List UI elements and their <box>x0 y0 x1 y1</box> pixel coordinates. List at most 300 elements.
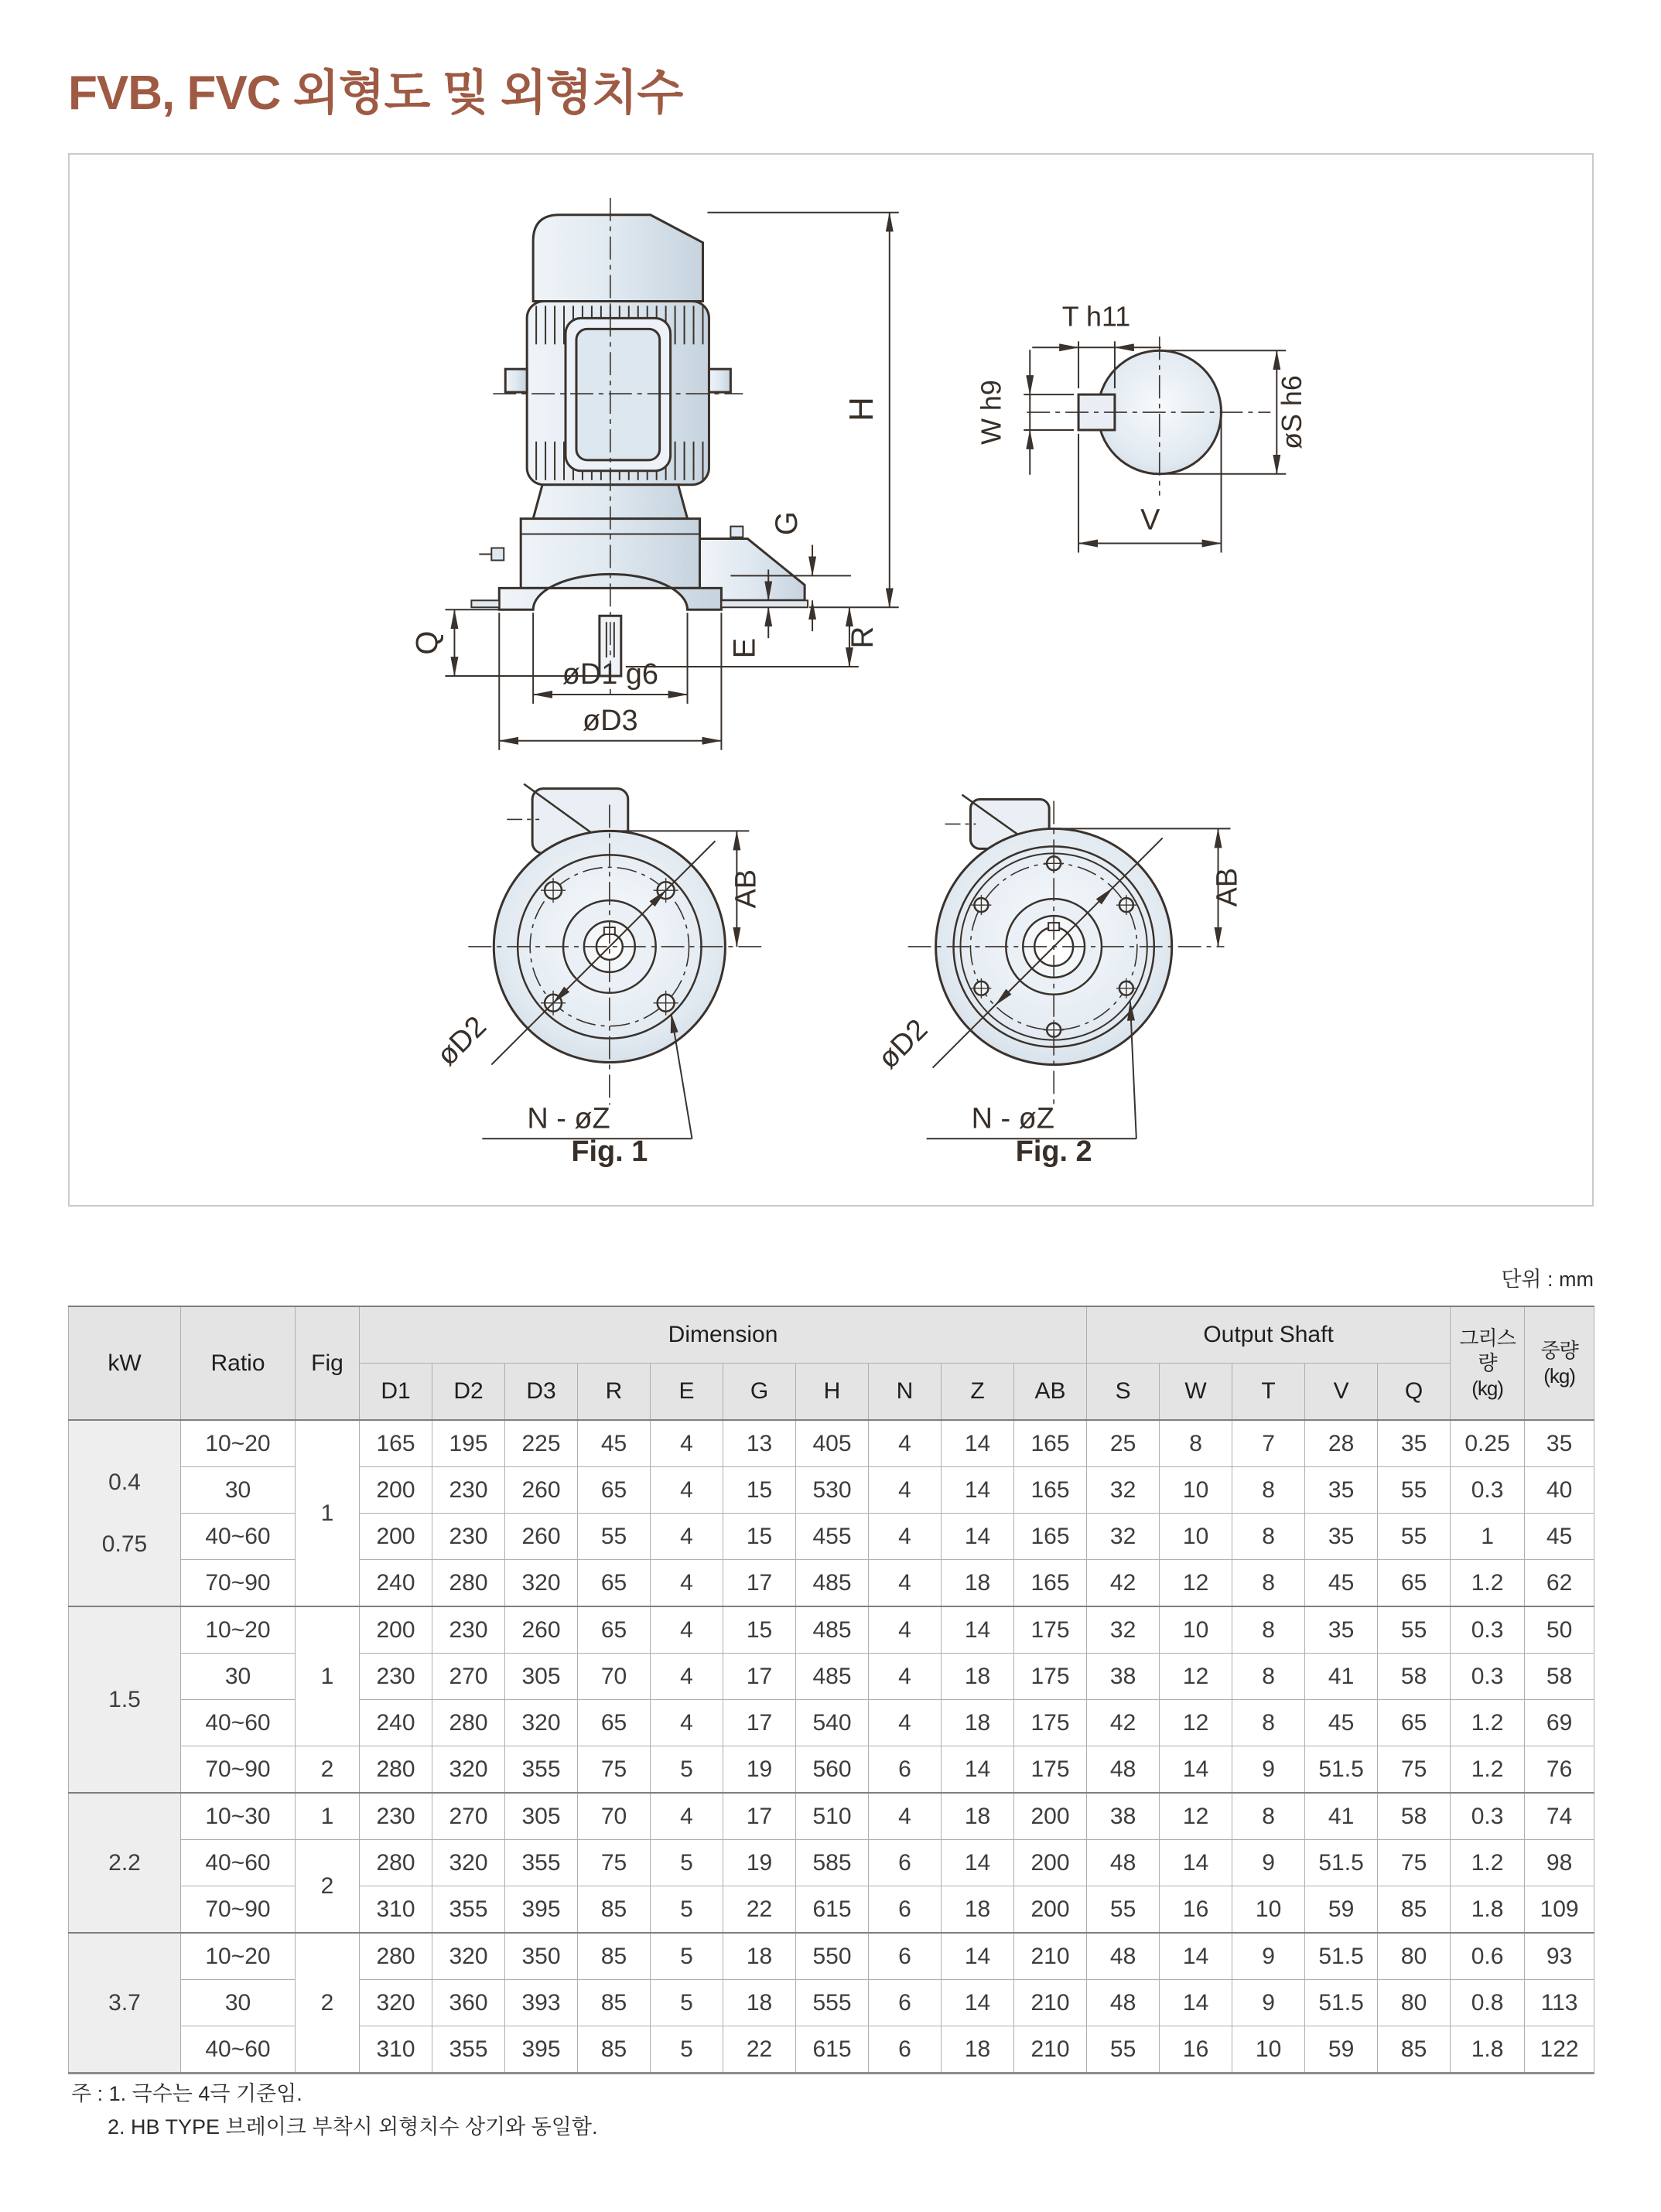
col-group-dimension: Dimension <box>360 1306 1087 1364</box>
dim-label-d1: øD1 g6 <box>562 657 658 691</box>
value-cell: 8 <box>1232 1700 1305 1746</box>
ratio-cell: 40~60 <box>181 2026 296 2074</box>
value-cell: 45 <box>1525 1514 1594 1560</box>
value-cell: 10 <box>1232 2026 1305 2074</box>
value-cell: 1.2 <box>1451 1840 1525 1886</box>
value-cell: 22 <box>723 1886 796 1934</box>
value-cell: 75 <box>578 1840 651 1886</box>
value-cell: 165 <box>1014 1514 1087 1560</box>
value-cell: 5 <box>651 1980 723 2026</box>
value-cell: 4 <box>651 1606 723 1654</box>
value-cell: 0.3 <box>1451 1467 1525 1514</box>
value-cell: 48 <box>1087 1746 1160 1794</box>
value-cell: 9 <box>1232 1933 1305 1980</box>
value-cell: 393 <box>505 1980 578 2026</box>
flange-lip-right <box>721 600 808 607</box>
dim-label-nz-fig1: N - øZ <box>527 1102 610 1135</box>
value-cell: 109 <box>1525 1886 1594 1934</box>
ratio-cell: 10~20 <box>181 1420 296 1467</box>
value-cell: 42 <box>1087 1700 1160 1746</box>
value-cell: 14 <box>1160 1746 1232 1794</box>
value-cell: 51.5 <box>1305 1980 1378 2026</box>
value-cell: 122 <box>1525 2026 1594 2074</box>
dim-label-q: Q <box>410 630 445 655</box>
value-cell: 4 <box>869 1514 942 1560</box>
value-cell: 17 <box>723 1654 796 1700</box>
value-cell: 1 <box>1451 1514 1525 1560</box>
value-cell: 8 <box>1232 1560 1305 1607</box>
value-cell: 4 <box>869 1654 942 1700</box>
shaft-section-drawing <box>976 301 1307 552</box>
value-cell: 6 <box>869 1980 942 2026</box>
dim-label-t: T h11 <box>1061 301 1131 333</box>
value-cell: 230 <box>432 1606 505 1654</box>
value-cell: 113 <box>1525 1980 1594 2026</box>
value-cell: 540 <box>796 1700 869 1746</box>
value-cell: 9 <box>1232 1980 1305 2026</box>
value-cell: 405 <box>796 1420 869 1467</box>
value-cell: 485 <box>796 1560 869 1607</box>
value-cell: 18 <box>942 1560 1014 1607</box>
value-cell: 355 <box>432 2026 505 2074</box>
table-row <box>69 1420 1594 1467</box>
value-cell: 59 <box>1305 1886 1378 1934</box>
col-subheader-d1: D1 <box>360 1364 432 1421</box>
value-cell: 195 <box>432 1420 505 1467</box>
value-cell: 14 <box>942 1514 1014 1560</box>
value-cell: 175 <box>1014 1700 1087 1746</box>
value-cell: 12 <box>1160 1793 1232 1840</box>
value-cell: 35 <box>1305 1606 1378 1654</box>
value-cell: 260 <box>505 1606 578 1654</box>
value-cell: 4 <box>869 1700 942 1746</box>
dim-label-ab-fig2: AB <box>1211 867 1244 907</box>
value-cell: 25 <box>1087 1420 1160 1467</box>
value-cell: 200 <box>1014 1886 1087 1934</box>
value-cell: 4 <box>651 1700 723 1746</box>
value-cell: 48 <box>1087 1980 1160 2026</box>
value-cell: 18 <box>723 1933 796 1980</box>
value-cell: 270 <box>432 1654 505 1700</box>
value-cell: 230 <box>360 1793 432 1840</box>
kw-cell <box>69 1420 181 1606</box>
header-label: 중량 <box>1540 1339 1578 1362</box>
value-cell: 8 <box>1232 1514 1305 1560</box>
value-cell: 50 <box>1525 1606 1594 1654</box>
value-cell: 55 <box>1087 2026 1160 2074</box>
dim-label-e: E <box>727 637 762 659</box>
col-subheader-g: G <box>723 1364 796 1421</box>
dimension-table <box>68 1306 1594 2074</box>
value-cell: 65 <box>578 1700 651 1746</box>
value-cell: 585 <box>796 1840 869 1886</box>
value-cell: 4 <box>869 1606 942 1654</box>
value-cell: 165 <box>1014 1560 1087 1607</box>
value-cell: 35 <box>1525 1420 1594 1467</box>
value-cell: 395 <box>505 1886 578 1934</box>
value-cell: 210 <box>1014 1980 1087 2026</box>
col-subheader-e: E <box>651 1364 723 1421</box>
value-cell: 0.3 <box>1451 1793 1525 1840</box>
value-cell: 560 <box>796 1746 869 1794</box>
value-cell: 14 <box>1160 1933 1232 1980</box>
value-cell: 38 <box>1087 1793 1160 1840</box>
value-cell: 76 <box>1525 1746 1594 1794</box>
col-subheader-r: R <box>578 1364 651 1421</box>
value-cell: 210 <box>1014 2026 1087 2074</box>
value-cell: 0.25 <box>1451 1420 1525 1467</box>
left-lug <box>505 369 527 392</box>
kw-cell <box>69 1933 181 2074</box>
value-cell: 0.3 <box>1451 1654 1525 1700</box>
value-cell: 615 <box>796 2026 869 2074</box>
value-cell: 5 <box>651 1840 723 1886</box>
value-cell: 32 <box>1087 1467 1160 1514</box>
dim-label-d2-fig1: øD2 <box>430 1009 494 1073</box>
value-cell: 65 <box>1378 1560 1451 1607</box>
value-cell: 230 <box>432 1514 505 1560</box>
col-header-fig: Fig <box>296 1306 360 1420</box>
value-cell: 18 <box>723 1980 796 2026</box>
value-cell: 4 <box>651 1793 723 1840</box>
value-cell: 55 <box>578 1514 651 1560</box>
value-cell: 5 <box>651 2026 723 2074</box>
value-cell: 200 <box>360 1606 432 1654</box>
ratio-cell: 40~60 <box>181 1700 296 1746</box>
value-cell: 4 <box>869 1793 942 1840</box>
value-cell: 355 <box>505 1746 578 1794</box>
dim-label-d2-fig2: øD2 <box>872 1012 935 1076</box>
value-cell: 280 <box>360 1746 432 1794</box>
value-cell: 6 <box>869 2026 942 2074</box>
value-cell: 59 <box>1305 2026 1378 2074</box>
col-header-weight <box>1525 1306 1594 1420</box>
dim-label-w: W h9 <box>976 380 1007 445</box>
value-cell: 615 <box>796 1886 869 1934</box>
unit-label: 단위 : mm <box>1501 1268 1594 1291</box>
value-cell: 510 <box>796 1793 869 1840</box>
value-cell: 6 <box>869 1746 942 1794</box>
motor-side-view-drawing <box>410 198 898 750</box>
value-cell: 58 <box>1378 1793 1451 1840</box>
value-cell: 225 <box>505 1420 578 1467</box>
value-cell: 32 <box>1087 1606 1160 1654</box>
ratio-cell: 30 <box>181 1654 296 1700</box>
value-cell: 51.5 <box>1305 1746 1378 1794</box>
value-cell: 55 <box>1378 1467 1451 1514</box>
col-subheader-d2: D2 <box>432 1364 505 1421</box>
value-cell: 165 <box>360 1420 432 1467</box>
value-cell: 62 <box>1525 1560 1594 1607</box>
value-cell: 48 <box>1087 1840 1160 1886</box>
value-cell: 41 <box>1305 1793 1378 1840</box>
value-cell: 530 <box>796 1467 869 1514</box>
value-cell: 0.3 <box>1451 1606 1525 1654</box>
value-cell: 7 <box>1232 1420 1305 1467</box>
value-cell: 22 <box>723 2026 796 2074</box>
ratio-cell: 30 <box>181 1980 296 2026</box>
value-cell: 45 <box>578 1420 651 1467</box>
footnote-1: 주 : 1. 극수는 4극 기준임. <box>71 2082 302 2105</box>
value-cell: 200 <box>1014 1793 1087 1840</box>
table-row <box>69 1606 1594 1654</box>
value-cell: 4 <box>651 1467 723 1514</box>
fig2-caption: Fig. 2 <box>1015 1135 1092 1169</box>
value-cell: 280 <box>432 1560 505 1607</box>
col-subheader-n: N <box>869 1364 942 1421</box>
value-cell: 355 <box>505 1840 578 1886</box>
value-cell: 14 <box>942 1420 1014 1467</box>
value-cell: 18 <box>942 2026 1014 2074</box>
value-cell: 98 <box>1525 1840 1594 1886</box>
value-cell: 51.5 <box>1305 1933 1378 1980</box>
value-cell: 280 <box>360 1933 432 1980</box>
value-cell: 58 <box>1378 1654 1451 1700</box>
value-cell: 260 <box>505 1467 578 1514</box>
value-cell: 485 <box>796 1606 869 1654</box>
value-cell: 85 <box>1378 2026 1451 2074</box>
value-cell: 200 <box>1014 1840 1087 1886</box>
dim-label-h: H <box>842 397 880 422</box>
value-cell: 9 <box>1232 1746 1305 1794</box>
value-cell: 74 <box>1525 1793 1594 1840</box>
value-cell: 8 <box>1232 1654 1305 1700</box>
col-subheader-w: W <box>1160 1364 1232 1421</box>
header-label: 그리스량 <box>1459 1326 1516 1375</box>
col-subheader-q: Q <box>1378 1364 1451 1421</box>
footnote-2: 2. HB TYPE 브레이크 부착시 외형치수 상기와 동일함. <box>108 2115 598 2139</box>
kw-value: 1.5 <box>108 1686 141 1712</box>
value-cell: 17 <box>723 1793 796 1840</box>
col-header-ratio: Ratio <box>181 1306 296 1420</box>
value-cell: 5 <box>651 1886 723 1934</box>
fig-cell: 2 <box>296 1933 360 2074</box>
value-cell: 85 <box>578 1980 651 2026</box>
value-cell: 19 <box>723 1840 796 1886</box>
table-row <box>69 1933 1594 1980</box>
value-cell: 93 <box>1525 1933 1594 1980</box>
value-cell: 55 <box>1378 1514 1451 1560</box>
value-cell: 41 <box>1305 1654 1378 1700</box>
value-cell: 4 <box>651 1560 723 1607</box>
value-cell: 350 <box>505 1933 578 1980</box>
value-cell: 240 <box>360 1700 432 1746</box>
value-cell: 38 <box>1087 1654 1160 1700</box>
value-cell: 4 <box>651 1514 723 1560</box>
header-unit: (kg) <box>1471 1376 1503 1400</box>
value-cell: 10 <box>1232 1886 1305 1934</box>
value-cell: 280 <box>360 1840 432 1886</box>
value-cell: 240 <box>360 1560 432 1607</box>
value-cell: 14 <box>942 1606 1014 1654</box>
value-cell: 200 <box>360 1514 432 1560</box>
value-cell: 165 <box>1014 1420 1087 1467</box>
value-cell: 280 <box>432 1700 505 1746</box>
value-cell: 230 <box>360 1654 432 1700</box>
value-cell: 65 <box>578 1467 651 1514</box>
value-cell: 4 <box>869 1420 942 1467</box>
ratio-cell: 10~20 <box>181 1933 296 1980</box>
right-lug <box>709 369 730 392</box>
value-cell: 85 <box>578 1933 651 1980</box>
dim-label-r: R <box>845 626 880 649</box>
value-cell: 485 <box>796 1654 869 1700</box>
value-cell: 14 <box>942 1933 1014 1980</box>
value-cell: 35 <box>1305 1467 1378 1514</box>
value-cell: 65 <box>578 1560 651 1607</box>
dim-label-g: G <box>770 511 805 536</box>
value-cell: 65 <box>1378 1700 1451 1746</box>
value-cell: 40 <box>1525 1467 1594 1514</box>
screw-left <box>491 548 504 561</box>
value-cell: 69 <box>1525 1700 1594 1746</box>
value-cell: 8 <box>1232 1606 1305 1654</box>
value-cell: 10 <box>1160 1467 1232 1514</box>
value-cell: 15 <box>723 1467 796 1514</box>
ratio-cell: 30 <box>181 1467 296 1514</box>
value-cell: 51.5 <box>1305 1840 1378 1886</box>
value-cell: 14 <box>942 1840 1014 1886</box>
value-cell: 550 <box>796 1933 869 1980</box>
value-cell: 1.8 <box>1451 2026 1525 2074</box>
footnotes <box>71 2077 597 2144</box>
value-cell: 10 <box>1160 1606 1232 1654</box>
value-cell: 8 <box>1232 1793 1305 1840</box>
page-title: FVB, FVC 외형도 및 외형치수 <box>68 66 683 120</box>
ratio-cell: 10~30 <box>181 1793 296 1840</box>
value-cell: 14 <box>942 1980 1014 2026</box>
value-cell: 75 <box>1378 1746 1451 1794</box>
value-cell: 75 <box>1378 1840 1451 1886</box>
value-cell: 320 <box>432 1840 505 1886</box>
dim-label-d3: øD3 <box>583 704 638 737</box>
value-cell: 230 <box>432 1467 505 1514</box>
kw-value: 2.2 <box>108 1849 141 1876</box>
value-cell: 4 <box>869 1467 942 1514</box>
kw-value: 3.7 <box>108 1989 141 2016</box>
value-cell: 35 <box>1305 1514 1378 1560</box>
value-cell: 16 <box>1160 1886 1232 1934</box>
kw-value: 0.75 <box>101 1531 148 1557</box>
value-cell: 58 <box>1525 1654 1594 1700</box>
screw-right <box>730 527 743 538</box>
fig-cell: 2 <box>296 1746 360 1794</box>
value-cell: 305 <box>505 1654 578 1700</box>
value-cell: 320 <box>432 1746 505 1794</box>
value-cell: 18 <box>942 1654 1014 1700</box>
value-cell: 175 <box>1014 1746 1087 1794</box>
value-cell: 0.8 <box>1451 1980 1525 2026</box>
dim-label-ab-fig1: AB <box>730 869 763 909</box>
value-cell: 310 <box>360 1886 432 1934</box>
value-cell: 85 <box>1378 1886 1451 1934</box>
value-cell: 260 <box>505 1514 578 1560</box>
value-cell: 455 <box>796 1514 869 1560</box>
fig1-caption: Fig. 1 <box>571 1135 648 1169</box>
value-cell: 200 <box>360 1467 432 1514</box>
value-cell: 165 <box>1014 1467 1087 1514</box>
value-cell: 45 <box>1305 1700 1378 1746</box>
col-subheader-v: V <box>1305 1364 1378 1421</box>
value-cell: 270 <box>432 1793 505 1840</box>
drawing-panel <box>68 153 1594 1207</box>
fig-cell: 1 <box>296 1793 360 1840</box>
fan-cover <box>533 215 702 302</box>
value-cell: 320 <box>360 1980 432 2026</box>
value-cell: 12 <box>1160 1654 1232 1700</box>
value-cell: 5 <box>651 1746 723 1794</box>
value-cell: 12 <box>1160 1700 1232 1746</box>
value-cell: 175 <box>1014 1606 1087 1654</box>
col-subheader-ab: AB <box>1014 1364 1087 1421</box>
value-cell: 4 <box>651 1654 723 1700</box>
value-cell: 320 <box>505 1560 578 1607</box>
value-cell: 18 <box>942 1700 1014 1746</box>
kw-cell <box>69 1606 181 1793</box>
value-cell: 210 <box>1014 1933 1087 1980</box>
value-cell: 8 <box>1160 1420 1232 1467</box>
value-cell: 5 <box>651 1933 723 1980</box>
value-cell: 355 <box>432 1886 505 1934</box>
kw-cell <box>69 1793 181 1933</box>
value-cell: 18 <box>942 1793 1014 1840</box>
fig2-flange-drawing <box>872 795 1243 1169</box>
value-cell: 17 <box>723 1560 796 1607</box>
value-cell: 28 <box>1305 1420 1378 1467</box>
value-cell: 55 <box>1378 1606 1451 1654</box>
motor-window-inner <box>576 329 660 460</box>
value-cell: 6 <box>869 1840 942 1886</box>
flange-lip-left <box>471 600 499 607</box>
value-cell: 13 <box>723 1420 796 1467</box>
value-cell: 14 <box>942 1467 1014 1514</box>
value-cell: 80 <box>1378 1980 1451 2026</box>
value-cell: 6 <box>869 1886 942 1934</box>
value-cell: 9 <box>1232 1840 1305 1886</box>
fig1-flange-drawing <box>431 784 765 1169</box>
table-row <box>69 1746 1594 1794</box>
value-cell: 0.6 <box>1451 1933 1525 1980</box>
value-cell: 10 <box>1160 1514 1232 1560</box>
value-cell: 15 <box>723 1514 796 1560</box>
col-subheader-d3: D3 <box>505 1364 578 1421</box>
value-cell: 19 <box>723 1746 796 1794</box>
value-cell: 310 <box>360 2026 432 2074</box>
dim-label-v: V <box>1140 504 1160 537</box>
ratio-cell: 40~60 <box>181 1514 296 1560</box>
value-cell: 6 <box>869 1933 942 1980</box>
value-cell: 75 <box>578 1746 651 1794</box>
value-cell: 65 <box>578 1606 651 1654</box>
table-row <box>69 1793 1594 1840</box>
fig-cell: 1 <box>296 1420 360 1606</box>
col-subheader-t: T <box>1232 1364 1305 1421</box>
value-cell: 18 <box>942 1886 1014 1934</box>
value-cell: 14 <box>1160 1980 1232 2026</box>
col-subheader-s: S <box>1087 1364 1160 1421</box>
value-cell: 12 <box>1160 1560 1232 1607</box>
table-row <box>69 1840 1594 1886</box>
fig-cell: 2 <box>296 1840 360 1934</box>
dim-label-s: øS h6 <box>1277 375 1308 449</box>
value-cell: 175 <box>1014 1654 1087 1700</box>
value-cell: 17 <box>723 1700 796 1746</box>
ratio-cell: 70~90 <box>181 1886 296 1934</box>
value-cell: 42 <box>1087 1560 1160 1607</box>
col-subheader-h: H <box>796 1364 869 1421</box>
ratio-cell: 40~60 <box>181 1840 296 1886</box>
value-cell: 48 <box>1087 1933 1160 1980</box>
